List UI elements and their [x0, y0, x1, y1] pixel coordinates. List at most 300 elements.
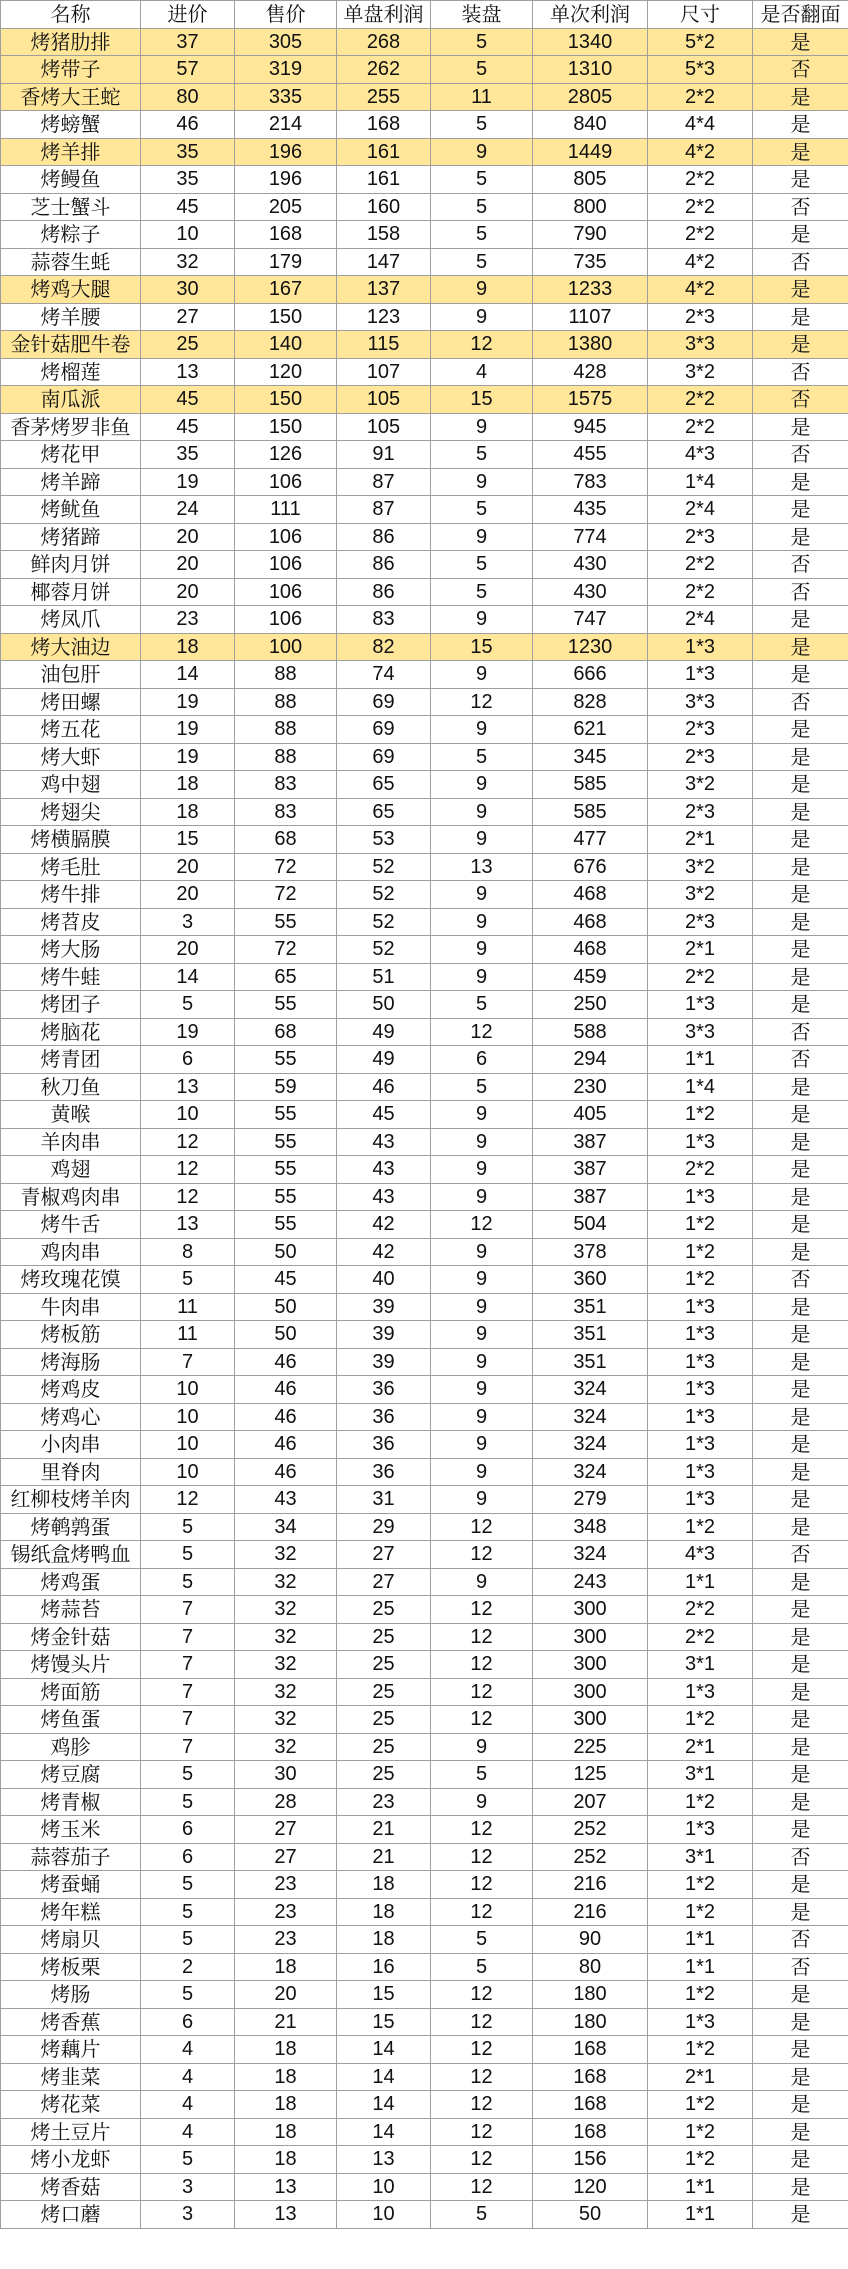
cell-flip: 是 [753, 633, 848, 661]
cell-batch-profit: 216 [533, 1871, 648, 1899]
cell-price: 106 [235, 551, 337, 579]
cell-per-plate: 9 [431, 1128, 533, 1156]
cell-cost: 5 [141, 1898, 235, 1926]
cell-flip: 是 [753, 221, 848, 249]
table-row [1, 1183, 848, 1211]
cell-name: 鸡翅 [1, 1156, 141, 1184]
cell-name: 烤凤爪 [1, 606, 141, 634]
cell-batch-profit: 455 [533, 441, 648, 469]
cell-batch-profit: 351 [533, 1293, 648, 1321]
table-row [1, 496, 848, 524]
cell-price: 83 [235, 771, 337, 799]
table-row [1, 193, 848, 221]
table-row [1, 303, 848, 331]
cell-per-plate: 5 [431, 1926, 533, 1954]
cell-cost: 15 [141, 826, 235, 854]
cell-cost: 19 [141, 688, 235, 716]
table-row [1, 1101, 848, 1129]
cell-batch-profit: 156 [533, 2146, 648, 2174]
cell-per-plate: 5 [431, 441, 533, 469]
cell-unit-profit: 10 [337, 2173, 431, 2201]
cell-size: 1*2 [648, 1211, 753, 1239]
cell-cost: 37 [141, 28, 235, 56]
cell-size: 2*4 [648, 496, 753, 524]
cell-price: 150 [235, 303, 337, 331]
cell-unit-profit: 18 [337, 1898, 431, 1926]
cell-cost: 13 [141, 1211, 235, 1239]
cell-unit-profit: 49 [337, 1018, 431, 1046]
table-row [1, 2036, 848, 2064]
cell-per-plate: 9 [431, 936, 533, 964]
cell-cost: 20 [141, 936, 235, 964]
cell-size: 2*2 [648, 221, 753, 249]
cell-flip: 否 [753, 551, 848, 579]
cell-size: 1*2 [648, 1898, 753, 1926]
cell-batch-profit: 120 [533, 2173, 648, 2201]
cell-per-plate: 9 [431, 1101, 533, 1129]
cell-size: 2*1 [648, 1733, 753, 1761]
table-body [1, 28, 848, 2228]
cell-flip: 是 [753, 1981, 848, 2009]
cell-unit-profit: 262 [337, 56, 431, 84]
cell-per-plate: 9 [431, 1348, 533, 1376]
cell-unit-profit: 52 [337, 881, 431, 909]
cell-batch-profit: 477 [533, 826, 648, 854]
table-row [1, 1211, 848, 1239]
cell-per-plate: 5 [431, 166, 533, 194]
cell-batch-profit: 300 [533, 1706, 648, 1734]
cell-flip: 是 [753, 1348, 848, 1376]
cell-price: 196 [235, 166, 337, 194]
cell-cost: 5 [141, 1541, 235, 1569]
table-row [1, 936, 848, 964]
cell-unit-profit: 43 [337, 1156, 431, 1184]
cell-batch-profit: 621 [533, 716, 648, 744]
cell-unit-profit: 39 [337, 1321, 431, 1349]
cell-per-plate: 12 [431, 2063, 533, 2091]
cell-flip: 是 [753, 2146, 848, 2174]
cell-size: 2*2 [648, 83, 753, 111]
cell-batch-profit: 468 [533, 936, 648, 964]
cell-batch-profit: 428 [533, 358, 648, 386]
cell-name: 南瓜派 [1, 386, 141, 414]
cell-batch-profit: 405 [533, 1101, 648, 1129]
table-row [1, 523, 848, 551]
cell-size: 1*4 [648, 468, 753, 496]
cell-flip: 是 [753, 138, 848, 166]
cell-name: 烤鳗鱼 [1, 166, 141, 194]
cell-cost: 35 [141, 441, 235, 469]
cell-cost: 10 [141, 1376, 235, 1404]
cell-price: 88 [235, 688, 337, 716]
cell-flip: 是 [753, 1651, 848, 1679]
cell-size: 1*3 [648, 1458, 753, 1486]
cell-per-plate: 12 [431, 1898, 533, 1926]
cell-flip: 是 [753, 1238, 848, 1266]
table-row [1, 2091, 848, 2119]
cell-batch-profit: 168 [533, 2036, 648, 2064]
cell-size: 1*1 [648, 2173, 753, 2201]
cell-per-plate: 5 [431, 248, 533, 276]
cell-unit-profit: 115 [337, 331, 431, 359]
cell-cost: 18 [141, 633, 235, 661]
cell-cost: 20 [141, 578, 235, 606]
cell-size: 3*3 [648, 331, 753, 359]
cell-unit-profit: 21 [337, 1843, 431, 1871]
cell-size: 1*1 [648, 1953, 753, 1981]
table-row [1, 1733, 848, 1761]
cell-batch-profit: 945 [533, 413, 648, 441]
cell-batch-profit: 50 [533, 2201, 648, 2229]
cell-per-plate: 12 [431, 1678, 533, 1706]
cell-size: 3*3 [648, 688, 753, 716]
cell-per-plate: 5 [431, 551, 533, 579]
cell-flip: 是 [753, 1513, 848, 1541]
table-row [1, 798, 848, 826]
cell-batch-profit: 300 [533, 1651, 648, 1679]
cell-batch-profit: 1340 [533, 28, 648, 56]
cell-unit-profit: 25 [337, 1678, 431, 1706]
cell-per-plate: 12 [431, 2091, 533, 2119]
cell-price: 55 [235, 1183, 337, 1211]
cell-unit-profit: 16 [337, 1953, 431, 1981]
header-unit-profit: 单盘利润 [337, 1, 431, 29]
cell-price: 32 [235, 1678, 337, 1706]
cell-batch-profit: 351 [533, 1348, 648, 1376]
cell-unit-profit: 25 [337, 1733, 431, 1761]
cell-per-plate: 5 [431, 193, 533, 221]
cell-batch-profit: 800 [533, 193, 648, 221]
cell-name: 烤金针菇 [1, 1623, 141, 1651]
cell-name: 青椒鸡肉串 [1, 1183, 141, 1211]
cell-cost: 14 [141, 661, 235, 689]
table-row [1, 221, 848, 249]
cell-cost: 20 [141, 523, 235, 551]
table-row [1, 1073, 848, 1101]
cell-name: 烤猪蹄 [1, 523, 141, 551]
table-row [1, 743, 848, 771]
cell-flip: 是 [753, 963, 848, 991]
table-row [1, 1623, 848, 1651]
cell-name: 香茅烤罗非鱼 [1, 413, 141, 441]
cell-name: 烤青团 [1, 1046, 141, 1074]
cell-price: 32 [235, 1706, 337, 1734]
cell-price: 46 [235, 1458, 337, 1486]
table-row [1, 633, 848, 661]
cell-unit-profit: 82 [337, 633, 431, 661]
cell-price: 167 [235, 276, 337, 304]
header-per-plate: 装盘 [431, 1, 533, 29]
cell-cost: 4 [141, 2091, 235, 2119]
cell-name: 烤口蘑 [1, 2201, 141, 2229]
cell-price: 88 [235, 743, 337, 771]
cell-price: 59 [235, 1073, 337, 1101]
cell-flip: 是 [753, 28, 848, 56]
cell-name: 烤馒头片 [1, 1651, 141, 1679]
cell-batch-profit: 351 [533, 1321, 648, 1349]
cell-cost: 14 [141, 963, 235, 991]
cell-batch-profit: 230 [533, 1073, 648, 1101]
cell-size: 1*2 [648, 2146, 753, 2174]
table-row [1, 963, 848, 991]
cell-name: 烤扇贝 [1, 1926, 141, 1954]
cell-name: 烤牛蛙 [1, 963, 141, 991]
cell-batch-profit: 387 [533, 1183, 648, 1211]
cell-per-plate: 9 [431, 963, 533, 991]
cell-cost: 8 [141, 1238, 235, 1266]
cell-flip: 是 [753, 523, 848, 551]
cell-unit-profit: 36 [337, 1403, 431, 1431]
cell-size: 2*2 [648, 1596, 753, 1624]
cell-flip: 是 [753, 606, 848, 634]
cell-cost: 6 [141, 1046, 235, 1074]
cell-flip: 否 [753, 1953, 848, 1981]
cell-per-plate: 5 [431, 1761, 533, 1789]
cell-unit-profit: 27 [337, 1541, 431, 1569]
cell-per-plate: 5 [431, 496, 533, 524]
table-row [1, 2201, 848, 2229]
cell-unit-profit: 161 [337, 138, 431, 166]
table-row [1, 1706, 848, 1734]
cell-unit-profit: 87 [337, 468, 431, 496]
cell-unit-profit: 52 [337, 908, 431, 936]
cell-price: 150 [235, 386, 337, 414]
cell-cost: 35 [141, 138, 235, 166]
cell-unit-profit: 52 [337, 936, 431, 964]
cell-size: 3*1 [648, 1651, 753, 1679]
header-price: 售价 [235, 1, 337, 29]
cell-per-plate: 12 [431, 1018, 533, 1046]
cell-cost: 11 [141, 1293, 235, 1321]
cell-flip: 是 [753, 743, 848, 771]
cell-price: 55 [235, 1211, 337, 1239]
cell-size: 2*3 [648, 908, 753, 936]
table-row [1, 276, 848, 304]
cell-batch-profit: 588 [533, 1018, 648, 1046]
cell-per-plate: 6 [431, 1046, 533, 1074]
cell-price: 111 [235, 496, 337, 524]
cell-batch-profit: 805 [533, 166, 648, 194]
cell-unit-profit: 14 [337, 2063, 431, 2091]
cell-unit-profit: 15 [337, 2008, 431, 2036]
cell-per-plate: 9 [431, 1266, 533, 1294]
cell-batch-profit: 324 [533, 1376, 648, 1404]
cell-cost: 12 [141, 1156, 235, 1184]
cell-size: 1*2 [648, 1101, 753, 1129]
table-row [1, 1541, 848, 1569]
cell-per-plate: 5 [431, 1953, 533, 1981]
cell-unit-profit: 86 [337, 551, 431, 579]
cell-price: 126 [235, 441, 337, 469]
cell-per-plate: 9 [431, 606, 533, 634]
cell-price: 32 [235, 1568, 337, 1596]
cell-size: 1*1 [648, 1046, 753, 1074]
cell-flip: 是 [753, 1431, 848, 1459]
cell-batch-profit: 345 [533, 743, 648, 771]
cell-flip: 是 [753, 1376, 848, 1404]
cell-cost: 46 [141, 111, 235, 139]
cell-unit-profit: 18 [337, 1926, 431, 1954]
cell-price: 32 [235, 1623, 337, 1651]
cell-price: 23 [235, 1926, 337, 1954]
cell-batch-profit: 1230 [533, 633, 648, 661]
table-row [1, 1926, 848, 1954]
table-row [1, 1513, 848, 1541]
cell-cost: 5 [141, 991, 235, 1019]
cell-cost: 5 [141, 1981, 235, 2009]
cell-price: 65 [235, 963, 337, 991]
cell-flip: 否 [753, 56, 848, 84]
table-row [1, 991, 848, 1019]
cell-cost: 12 [141, 1128, 235, 1156]
cell-price: 13 [235, 2173, 337, 2201]
cell-batch-profit: 840 [533, 111, 648, 139]
cell-name: 烤团子 [1, 991, 141, 1019]
cell-cost: 7 [141, 1596, 235, 1624]
cell-batch-profit: 828 [533, 688, 648, 716]
cell-flip: 是 [753, 303, 848, 331]
cell-unit-profit: 53 [337, 826, 431, 854]
cell-size: 3*2 [648, 771, 753, 799]
cell-size: 1*3 [648, 1293, 753, 1321]
cell-flip: 否 [753, 386, 848, 414]
cell-cost: 18 [141, 771, 235, 799]
cell-per-plate: 9 [431, 1568, 533, 1596]
cell-name: 烤带子 [1, 56, 141, 84]
cell-name: 烤大虾 [1, 743, 141, 771]
table-row [1, 2118, 848, 2146]
cell-per-plate: 12 [431, 2036, 533, 2064]
cell-batch-profit: 168 [533, 2063, 648, 2091]
cell-per-plate: 12 [431, 1623, 533, 1651]
cell-unit-profit: 27 [337, 1568, 431, 1596]
cell-per-plate: 9 [431, 1458, 533, 1486]
cell-price: 88 [235, 716, 337, 744]
cell-unit-profit: 23 [337, 1788, 431, 1816]
cell-unit-profit: 65 [337, 798, 431, 826]
cell-per-plate: 12 [431, 2008, 533, 2036]
cell-cost: 20 [141, 881, 235, 909]
cell-size: 2*4 [648, 606, 753, 634]
cell-batch-profit: 225 [533, 1733, 648, 1761]
cell-flip: 否 [753, 578, 848, 606]
cell-cost: 20 [141, 853, 235, 881]
cell-size: 4*2 [648, 138, 753, 166]
header-flip: 是否翻面 [753, 1, 848, 29]
cell-name: 烤面筋 [1, 1678, 141, 1706]
cell-batch-profit: 387 [533, 1156, 648, 1184]
cell-name: 烤横膈膜 [1, 826, 141, 854]
cell-price: 88 [235, 661, 337, 689]
cell-size: 2*3 [648, 798, 753, 826]
cell-size: 4*2 [648, 248, 753, 276]
cell-flip: 是 [753, 1073, 848, 1101]
cell-price: 18 [235, 2063, 337, 2091]
table-row [1, 1128, 848, 1156]
cell-per-plate: 12 [431, 2118, 533, 2146]
cell-per-plate: 9 [431, 303, 533, 331]
cell-batch-profit: 430 [533, 551, 648, 579]
cell-size: 2*1 [648, 826, 753, 854]
cell-batch-profit: 468 [533, 881, 648, 909]
cell-flip: 是 [753, 1156, 848, 1184]
cell-flip: 是 [753, 331, 848, 359]
cell-flip: 否 [753, 1018, 848, 1046]
cell-flip: 否 [753, 193, 848, 221]
cell-flip: 是 [753, 826, 848, 854]
cell-batch-profit: 300 [533, 1596, 648, 1624]
cell-flip: 是 [753, 1596, 848, 1624]
cell-cost: 3 [141, 2173, 235, 2201]
cell-cost: 5 [141, 1513, 235, 1541]
cell-batch-profit: 1380 [533, 331, 648, 359]
cell-name: 烤螃蟹 [1, 111, 141, 139]
cell-unit-profit: 36 [337, 1376, 431, 1404]
cell-name: 羊肉串 [1, 1128, 141, 1156]
cell-batch-profit: 180 [533, 1981, 648, 2009]
cell-per-plate: 9 [431, 908, 533, 936]
cell-flip: 是 [753, 413, 848, 441]
cell-name: 烤花菜 [1, 2091, 141, 2119]
cell-flip: 否 [753, 1843, 848, 1871]
cell-unit-profit: 25 [337, 1706, 431, 1734]
cell-cost: 7 [141, 1733, 235, 1761]
cell-cost: 12 [141, 1486, 235, 1514]
header-size: 尺寸 [648, 1, 753, 29]
table-row [1, 716, 848, 744]
cell-name: 烤香蕉 [1, 2008, 141, 2036]
cell-per-plate: 12 [431, 688, 533, 716]
cell-size: 1*3 [648, 1431, 753, 1459]
cell-size: 1*2 [648, 1513, 753, 1541]
cell-price: 68 [235, 826, 337, 854]
cell-cost: 23 [141, 606, 235, 634]
cell-flip: 是 [753, 1898, 848, 1926]
table-row [1, 1458, 848, 1486]
cell-price: 18 [235, 2036, 337, 2064]
table-row [1, 1486, 848, 1514]
cell-price: 72 [235, 853, 337, 881]
cell-batch-profit: 430 [533, 578, 648, 606]
cell-price: 214 [235, 111, 337, 139]
table-row [1, 661, 848, 689]
cell-cost: 4 [141, 2036, 235, 2064]
cell-price: 23 [235, 1871, 337, 1899]
cell-size: 5*2 [648, 28, 753, 56]
cell-cost: 35 [141, 166, 235, 194]
cell-cost: 7 [141, 1706, 235, 1734]
cell-size: 1*2 [648, 1871, 753, 1899]
cell-cost: 24 [141, 496, 235, 524]
cell-cost: 3 [141, 2201, 235, 2229]
cell-name: 烤大肠 [1, 936, 141, 964]
cell-per-plate: 9 [431, 276, 533, 304]
cell-per-plate: 9 [431, 881, 533, 909]
cell-cost: 10 [141, 1101, 235, 1129]
cell-price: 45 [235, 1266, 337, 1294]
table-row [1, 688, 848, 716]
table-row [1, 853, 848, 881]
cell-size: 1*3 [648, 1376, 753, 1404]
cell-batch-profit: 300 [533, 1678, 648, 1706]
cell-flip: 是 [753, 1293, 848, 1321]
cell-name: 烤牛排 [1, 881, 141, 909]
cell-per-plate: 12 [431, 1816, 533, 1844]
cell-unit-profit: 25 [337, 1761, 431, 1789]
cell-price: 50 [235, 1238, 337, 1266]
table-row [1, 826, 848, 854]
table-row [1, 1596, 848, 1624]
